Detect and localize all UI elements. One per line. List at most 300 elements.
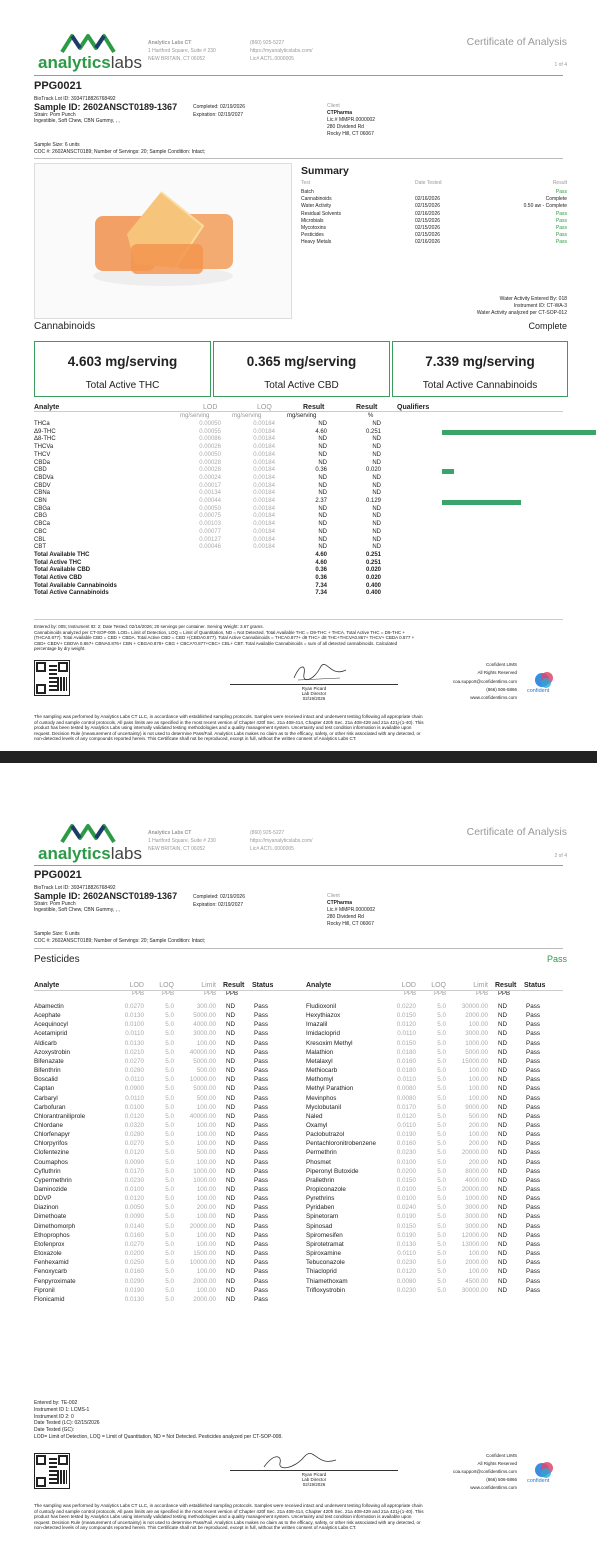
pesticide-lod: 0.0190 xyxy=(396,1213,416,1221)
product-photo xyxy=(34,163,292,319)
analyte-result-pct: ND xyxy=(372,474,381,481)
pesticide-limit: 3000.00 xyxy=(465,1213,488,1221)
pesticide-loq: 5.0 xyxy=(165,1131,174,1139)
pesticide-name: Methiocarb xyxy=(306,1067,338,1075)
wa-instrument: Instrument ID: CT-WA-3 xyxy=(513,303,567,309)
pesticide-status: Pass xyxy=(254,1076,268,1084)
analyte-lod: 0.00075 xyxy=(199,513,221,520)
summary-test-result: Pass xyxy=(555,210,567,217)
analyte-result: 4.60 xyxy=(315,551,327,558)
pesticide-limit: 300.00 xyxy=(196,1003,216,1010)
completed-date: Completed: 02/19/2026 xyxy=(193,104,245,110)
analyte-lod: 0.00103 xyxy=(199,521,221,528)
pesticide-result: ND xyxy=(498,1286,508,1294)
pesticide-status: Pass xyxy=(254,1186,268,1193)
lims-phone: (866) 506-5866 xyxy=(486,687,517,692)
biotrack-lot: BioTrack Lot ID: 3934718826768492 xyxy=(34,96,116,102)
summary-test-result: Pass xyxy=(555,217,567,224)
pesticide-name: Permethrin xyxy=(306,1149,337,1157)
pesticide-row xyxy=(0,1231,597,1240)
analyte-result: 7.34 xyxy=(315,590,327,597)
pesticide-lod: 0.0150 xyxy=(396,1012,416,1020)
analyte-name: Total Available CBD xyxy=(34,567,91,574)
pesticide-loq: 5.0 xyxy=(165,1268,174,1276)
pesticide-result: ND xyxy=(226,1240,236,1248)
pesticide-result: ND xyxy=(498,1250,508,1258)
pesticide-limit: 10000.00 xyxy=(189,1076,216,1084)
pesticide-lod: 0.0120 xyxy=(124,1195,144,1203)
signer-date: 02/19/2026 xyxy=(302,696,326,701)
pesticide-lod: 0.0170 xyxy=(124,1167,144,1175)
pesticide-loq: 5.0 xyxy=(437,1277,446,1285)
pesticide-status: Pass xyxy=(526,1240,540,1248)
analyte-result-pct: ND xyxy=(372,528,381,535)
pesticide-lod: 0.0250 xyxy=(124,1259,144,1267)
pest-col-lod: LOD xyxy=(401,982,416,989)
analyte-result: ND xyxy=(318,421,327,427)
analyte-result-pct: ND xyxy=(372,482,381,489)
pesticide-loq: 5.0 xyxy=(165,1067,174,1075)
pesticide-status: Pass xyxy=(526,1176,540,1184)
pesticide-limit: 100.00 xyxy=(196,1186,216,1193)
analyte-result: ND xyxy=(318,490,327,497)
disclaimer-line: request. Decision Rule (measurement of uncertainty) is not used to determine Pass/Fail. Analytics Labs makes no claim as to the efficacy, safety, or other risk associated with any detected, or xyxy=(34,730,421,736)
cannabinoid-row xyxy=(0,429,597,437)
pesticide-loq: 5.0 xyxy=(437,1204,446,1212)
pesticide-name: Imazalil xyxy=(306,1021,328,1029)
cannabinoid-row xyxy=(0,575,597,583)
analyte-loq: 0.00184 xyxy=(253,490,275,497)
lab-address-2: NEW BRITAIN, CT 06052 xyxy=(148,56,206,62)
pesticide-lod: 0.0220 xyxy=(396,1003,416,1010)
pesticide-lod: 0.0270 xyxy=(124,1140,144,1148)
summary-title: Summary xyxy=(301,165,349,177)
pesticide-name: Myclobutanil xyxy=(306,1103,341,1111)
pesticide-result: ND xyxy=(226,1048,236,1056)
pesticide-row xyxy=(0,1267,597,1276)
pesticide-result: ND xyxy=(226,1030,236,1038)
pesticide-result: ND xyxy=(226,1085,236,1093)
analyte-result: ND xyxy=(318,459,327,466)
pesticide-status: Pass xyxy=(526,1131,540,1139)
pesticides-title: Pesticides xyxy=(34,954,80,965)
pesticide-row xyxy=(0,1103,597,1112)
biotrack-lot: BioTrack Lot ID: 3934718826768492 xyxy=(34,885,116,891)
pesticide-limit: 100.00 xyxy=(468,1021,488,1029)
cannabinoid-row xyxy=(0,498,597,506)
analyte-result: ND xyxy=(318,482,327,489)
pesticide-lod: 0.0180 xyxy=(396,1067,416,1075)
pesticide-row xyxy=(0,1094,597,1103)
lab-address-1: 1 Hartford Square, Suite # 230 xyxy=(148,838,216,844)
summary-test-name: Microbials xyxy=(301,217,324,224)
analyte-result: ND xyxy=(318,474,327,481)
analyte-result: 2.37 xyxy=(315,498,327,504)
pesticide-status: Pass xyxy=(254,1204,268,1212)
total-cann-value: 7.339 mg/serving xyxy=(425,354,535,369)
pesticide-status: Pass xyxy=(526,1103,540,1111)
lab-url[interactable]: https://myanalyticslabs.com/ xyxy=(250,48,313,54)
cannabinoids-status: Complete xyxy=(528,321,567,331)
pesticide-row xyxy=(0,1203,597,1212)
pesticide-name: Fipronil xyxy=(34,1286,55,1294)
disclaimer-line: product has been tested by Analytics Labs using internally validated testing methodologies and a quality management system. Uncertainty and test condition information is available upon xyxy=(34,725,412,730)
cannabinoid-row xyxy=(0,560,597,568)
pesticide-result: ND xyxy=(226,1186,236,1193)
pesticide-loq: 5.0 xyxy=(437,1039,446,1047)
lab-name: Analytics Labs CT xyxy=(148,40,192,46)
pesticide-loq: 5.0 xyxy=(165,1030,174,1038)
brand-right: labs xyxy=(110,53,142,72)
disclaimer-line: of custody and sample control protocols. All pass limits are as specified in the most recent version of Chapter 420f Sec. 21a 408-414, Chapter 420h Sec. 21a 408-429 and 21a 421j-(1-40). This xyxy=(34,719,424,725)
total-cbd-box xyxy=(213,341,390,397)
pesticide-limit: 100.00 xyxy=(196,1131,216,1139)
pesticide-result: ND xyxy=(226,1222,236,1230)
pesticide-result: ND xyxy=(226,1213,236,1221)
pesticide-name: Carbofuran xyxy=(34,1103,66,1111)
pesticide-loq: 5.0 xyxy=(437,1158,446,1166)
pesticide-name: Pyridaben xyxy=(306,1204,335,1212)
pest-col-limit: Limit xyxy=(201,982,216,989)
signature-icon xyxy=(290,660,350,684)
pesticide-name: Diazinon xyxy=(34,1204,59,1212)
pesticide-lod: 0.0210 xyxy=(124,1048,144,1056)
strain: Strain: Pom Punch xyxy=(34,901,76,907)
analyte-result: 4.60 xyxy=(315,428,327,435)
wa-sop: Water Activity analyzed per CT-SOP-012 xyxy=(476,310,567,316)
pesticide-loq: 5.0 xyxy=(165,1039,174,1047)
pesticide-status: Pass xyxy=(526,1204,540,1212)
pesticide-limit: 5000.00 xyxy=(465,1048,488,1056)
cannabinoid-row xyxy=(0,537,597,545)
lab-url[interactable]: https://myanalyticslabs.com/ xyxy=(250,838,313,844)
pesticide-status: Pass xyxy=(254,1030,268,1038)
lims-email[interactable]: coa.support@confidentlims.com xyxy=(452,1469,517,1474)
lims-email[interactable]: coa.support@confidentlims.com xyxy=(452,679,517,684)
pesticide-lod: 0.0130 xyxy=(124,1295,144,1303)
pesticide-limit: 100.00 xyxy=(468,1094,488,1102)
analyte-result-pct: ND xyxy=(372,490,381,497)
client-address-2: Rocky Hill, CT 06067 xyxy=(327,131,374,137)
pesticide-row xyxy=(0,1002,597,1011)
qr-code-icon[interactable] xyxy=(34,660,70,696)
pesticide-result: ND xyxy=(498,1277,508,1285)
pesticide-row xyxy=(0,1258,597,1267)
pesticide-limit: 100.00 xyxy=(468,1268,488,1276)
pesticide-result: ND xyxy=(498,1213,508,1221)
lims-website[interactable]: www.confidentlims.com xyxy=(470,695,517,700)
analyte-result: 0.36 xyxy=(315,567,327,574)
analyte-result-pct: ND xyxy=(372,513,381,520)
pesticide-result: ND xyxy=(226,1149,236,1157)
ppg-code: PPG0021 xyxy=(34,80,82,92)
pesticide-loq: 5.0 xyxy=(165,1012,174,1020)
summary-test-name: Heavy Metals xyxy=(301,239,332,246)
lims-website[interactable]: www.confidentlims.com xyxy=(470,1485,517,1490)
summary-test-result: Pass xyxy=(555,232,567,239)
pesticide-row xyxy=(0,1176,597,1185)
pesticide-lod: 0.0170 xyxy=(396,1103,416,1111)
analyte-name: Total Available Cannabinoids xyxy=(34,582,117,589)
pesticide-loq: 5.0 xyxy=(437,1231,446,1239)
analyte-result: 0.36 xyxy=(315,467,327,474)
pesticide-loq: 5.0 xyxy=(437,1131,446,1139)
total-thc-box xyxy=(34,341,211,397)
pesticide-status: Pass xyxy=(526,1277,540,1285)
pest-unit-lod: PPB xyxy=(131,991,144,997)
pesticide-result: ND xyxy=(498,1231,508,1239)
pesticide-loq: 5.0 xyxy=(165,1213,174,1221)
pesticide-limit: 13000.00 xyxy=(461,1240,488,1248)
cannabinoid-row xyxy=(0,460,597,468)
pesticide-limit: 2000.00 xyxy=(465,1259,488,1267)
pesticide-limit: 100.00 xyxy=(196,1039,216,1047)
pesticide-name: Kresoxim Methyl xyxy=(306,1039,353,1047)
pesticide-status: Pass xyxy=(254,1286,268,1294)
pesticide-lod: 0.0110 xyxy=(125,1094,144,1102)
pesticide-result: ND xyxy=(226,1204,236,1212)
pesticide-status: Pass xyxy=(526,1268,540,1276)
pesticide-status: Pass xyxy=(254,1231,268,1239)
lab-phone: (860) 925-5227 xyxy=(250,40,285,46)
pesticide-lod: 0.0100 xyxy=(396,1186,416,1193)
pesticide-loq: 5.0 xyxy=(437,1195,446,1203)
analyte-result-pct: 0.020 xyxy=(365,567,381,574)
pest-unit-lod: PPB xyxy=(403,991,416,997)
pesticide-result: ND xyxy=(226,1167,236,1175)
pesticide-lod: 0.0110 xyxy=(397,1030,416,1038)
pesticide-name: Oxamyl xyxy=(306,1121,328,1129)
sample-size: Sample Size: 6 units xyxy=(34,142,80,148)
summary-col-result: Result xyxy=(552,180,567,186)
pesticide-name: Chlorpyrifos xyxy=(34,1140,68,1148)
summary-test-date: 02/15/2026 xyxy=(415,217,441,224)
analyte-loq: 0.00184 xyxy=(253,528,275,535)
pest-col-result: Result xyxy=(495,982,517,989)
pesticide-status: Pass xyxy=(254,1140,268,1148)
analyte-loq: 0.00184 xyxy=(253,428,275,435)
note-line: CBD+ CBDV+ CBDVA 0.867+ CBNA0.876+ CBN + CBGA0.878+ CBG + CBCA*0.877+CBC+ CBL+ CBT. Total Available Cannabinoids = sum of all detected cannabinoids. Calculated xyxy=(34,640,398,646)
pesticide-limit: 3000.00 xyxy=(465,1030,488,1038)
analyte-result-pct: 0.020 xyxy=(365,575,381,581)
analyte-result-pct: ND xyxy=(372,505,381,512)
pesticide-loq: 5.0 xyxy=(437,1012,446,1020)
analyte-result: ND xyxy=(318,536,327,543)
note-line: Date Tested (GC): xyxy=(34,1427,75,1434)
pesticide-name: Azoxystrobin xyxy=(34,1048,71,1056)
pesticide-status: Pass xyxy=(526,1112,540,1120)
cann-col-result: Result xyxy=(303,404,325,411)
pesticide-name: Mevinphos xyxy=(306,1094,337,1102)
sample-id: Sample ID: 2602ANSCT0189-1367 xyxy=(34,891,178,901)
gummy-image-icon xyxy=(35,164,291,318)
pesticide-name: Acetamiprid xyxy=(34,1030,68,1038)
pesticide-status: Pass xyxy=(254,1012,268,1020)
pesticide-result: ND xyxy=(498,1121,508,1129)
summary-test-result: Pass xyxy=(555,239,567,246)
analyte-lod: 0.00028 xyxy=(199,459,221,466)
analyte-lod: 0.00077 xyxy=(199,528,221,535)
client-label: Client xyxy=(327,103,340,109)
pesticide-result: ND xyxy=(226,1176,236,1184)
analyte-loq: 0.00184 xyxy=(253,467,275,474)
pesticide-lod: 0.0230 xyxy=(396,1259,416,1267)
pesticide-status: Pass xyxy=(526,1231,540,1239)
pesticide-lod: 0.0120 xyxy=(396,1021,416,1029)
cann-col-loq: LOQ xyxy=(257,404,272,411)
pest-unit-result: PPB xyxy=(498,991,511,997)
pesticide-status: Pass xyxy=(526,1167,540,1175)
pesticide-status: Pass xyxy=(254,1176,268,1184)
pesticide-status: Pass xyxy=(526,1039,540,1047)
pesticide-result: ND xyxy=(226,1250,236,1258)
pesticide-status: Pass xyxy=(526,1195,540,1203)
note-line: (THCA0.877). Total Available CBD = CBD + CBDA. Total Active CBD = CBD +(CBDA0.877). Total Active Cannabinoids = THCA0.877+ d9 THC+ d8 THC+THCVA0.867+ THCV+ CBDA 0.877 + xyxy=(34,635,415,641)
pesticide-limit: 100.00 xyxy=(196,1158,216,1166)
pesticide-limit: 2000.00 xyxy=(465,1012,488,1020)
pesticide-loq: 5.0 xyxy=(437,1076,446,1084)
pesticide-name: Methomyl xyxy=(306,1076,334,1084)
pesticide-row xyxy=(0,1130,597,1139)
total-cbd-value: 0.365 mg/serving xyxy=(246,354,357,369)
summary-test-name: Pesticides xyxy=(301,232,324,239)
pesticide-status: Pass xyxy=(526,1140,540,1148)
cannabinoid-row xyxy=(0,552,597,560)
pesticide-result: ND xyxy=(226,1295,236,1303)
pesticide-row xyxy=(0,1240,597,1249)
pesticide-row xyxy=(0,1277,597,1286)
pesticide-result: ND xyxy=(498,1057,508,1065)
pesticide-loq: 5.0 xyxy=(437,1085,446,1093)
pesticide-name: Bifenthrin xyxy=(34,1067,61,1075)
pesticide-lod: 0.0150 xyxy=(396,1039,416,1047)
pesticide-result: ND xyxy=(498,1186,508,1193)
strain: Strain: Pom Punch xyxy=(34,112,76,118)
pesticide-status: Pass xyxy=(254,1158,268,1166)
pesticide-lod: 0.0110 xyxy=(125,1030,144,1038)
pesticide-limit: 4000.00 xyxy=(193,1021,216,1029)
pesticide-status: Pass xyxy=(254,1121,268,1129)
coc-line: COC #: 2602ANSCT0189; Number of Servings: 20; Sample Condition: Intact; xyxy=(34,149,206,155)
pesticide-result: ND xyxy=(498,1048,508,1056)
pesticide-loq: 5.0 xyxy=(437,1268,446,1276)
pesticide-lod: 0.0200 xyxy=(124,1250,144,1258)
pesticide-lod: 0.0150 xyxy=(396,1222,416,1230)
analyte-name: CBN xyxy=(34,498,47,504)
pesticide-loq: 5.0 xyxy=(437,1222,446,1230)
pesticide-limit: 3000.00 xyxy=(465,1204,488,1212)
cannabinoid-row xyxy=(0,436,597,444)
doc-title: Certificate of Analysis xyxy=(466,36,567,48)
analyte-lod: 0.00050 xyxy=(199,505,221,512)
pesticide-loq: 5.0 xyxy=(437,1048,446,1056)
pesticide-status: Pass xyxy=(254,1222,268,1230)
pesticide-result: ND xyxy=(226,1286,236,1294)
cann-col-result-pct: Result xyxy=(356,404,378,411)
pesticide-loq: 5.0 xyxy=(165,1121,174,1129)
pesticide-name: Etoxazole xyxy=(34,1250,62,1258)
pesticide-lod: 0.0090 xyxy=(124,1213,144,1221)
pesticide-loq: 5.0 xyxy=(437,1140,446,1148)
pesticide-loq: 5.0 xyxy=(437,1259,446,1267)
pesticide-status: Pass xyxy=(526,1149,540,1157)
analyte-result-pct: ND xyxy=(372,459,381,466)
summary-test-name: Water Activity xyxy=(301,203,332,210)
analyte-lod: 0.00044 xyxy=(199,498,221,504)
cannabinoid-row xyxy=(0,421,597,429)
pest-col-status: Status xyxy=(524,982,546,989)
note-line: Entered by: TE-002 xyxy=(34,1400,78,1406)
analyte-loq: 0.00184 xyxy=(253,544,275,551)
pesticide-status: Pass xyxy=(254,1131,268,1139)
pesticide-status: Pass xyxy=(526,1250,540,1258)
qualifier-bar xyxy=(442,430,596,435)
pesticide-result: ND xyxy=(498,1195,508,1203)
pesticide-row xyxy=(0,1139,597,1148)
pesticide-limit: 100.00 xyxy=(196,1195,216,1203)
pesticide-loq: 5.0 xyxy=(165,1076,174,1084)
pesticide-limit: 30000.00 xyxy=(461,1003,488,1010)
summary-test-date: 02/16/2026 xyxy=(415,210,441,217)
note-line: percentage by dry weight. xyxy=(34,646,86,652)
pesticide-name: Piperonyl Butoxide xyxy=(306,1167,359,1175)
analyte-name: CBCa xyxy=(34,521,51,528)
analyte-name: Total Available THC xyxy=(34,551,90,558)
pesticide-lod: 0.0240 xyxy=(396,1204,416,1212)
coa-page-1 xyxy=(0,0,597,750)
sample-id: Sample ID: 2602ANSCT0189-1367 xyxy=(34,102,178,112)
pesticide-lod: 0.0290 xyxy=(124,1277,144,1285)
pesticide-result: ND xyxy=(226,1067,236,1075)
analyte-name: CBL xyxy=(34,536,46,543)
lims-line-2: All Rights Reserved xyxy=(477,670,517,675)
pesticide-name: Propiconazole xyxy=(306,1186,346,1193)
summary-test-date: 02/15/2026 xyxy=(415,232,441,239)
confident-wordmark: confident xyxy=(527,688,550,694)
pesticide-name: Chlordane xyxy=(34,1121,64,1129)
pesticide-loq: 5.0 xyxy=(437,1121,446,1129)
note-line: Entered by: 005; Instrument ID: 2; Date Tested: 02/16/2026; 20 servings per container. Serving Weight: 3.67 grams. xyxy=(34,624,264,629)
pesticide-result: ND xyxy=(498,1076,508,1084)
pesticide-status: Pass xyxy=(254,1103,268,1111)
note-line: Instrument ID 2: 0 xyxy=(34,1413,74,1420)
pesticide-row xyxy=(0,1020,597,1029)
summary-test-result: Pass xyxy=(555,225,567,231)
wa-entered: Water Activity Entered By: 018 xyxy=(499,296,567,302)
cannabinoid-row xyxy=(0,483,597,491)
pesticide-status: Pass xyxy=(254,1295,268,1303)
cannabinoid-row xyxy=(0,452,597,460)
signer-name: Ryan Picard xyxy=(301,686,327,691)
pesticide-loq: 5.0 xyxy=(165,1186,174,1193)
pesticide-result: ND xyxy=(498,1259,508,1267)
pesticide-lod: 0.0110 xyxy=(397,1250,416,1258)
client-license: Lic.# MMPR.0000002 xyxy=(327,117,376,123)
analyte-name: THCa xyxy=(34,421,50,427)
pesticide-limit: 100.00 xyxy=(196,1213,216,1221)
pesticide-status: Pass xyxy=(254,1021,268,1029)
analyte-result-pct: 0.400 xyxy=(365,590,381,597)
pesticide-result: ND xyxy=(498,1003,508,1010)
qr-code-icon[interactable] xyxy=(34,1453,70,1489)
pesticide-name: Fenpyroximate xyxy=(34,1277,76,1285)
pesticide-result: ND xyxy=(226,1140,236,1148)
pesticide-lod: 0.0320 xyxy=(124,1121,144,1129)
analyte-loq: 0.00184 xyxy=(253,436,275,443)
analyte-name: CBG xyxy=(34,513,48,520)
pesticide-name: Cyfluthrin xyxy=(34,1167,61,1175)
pesticide-lod: 0.0140 xyxy=(124,1222,144,1230)
